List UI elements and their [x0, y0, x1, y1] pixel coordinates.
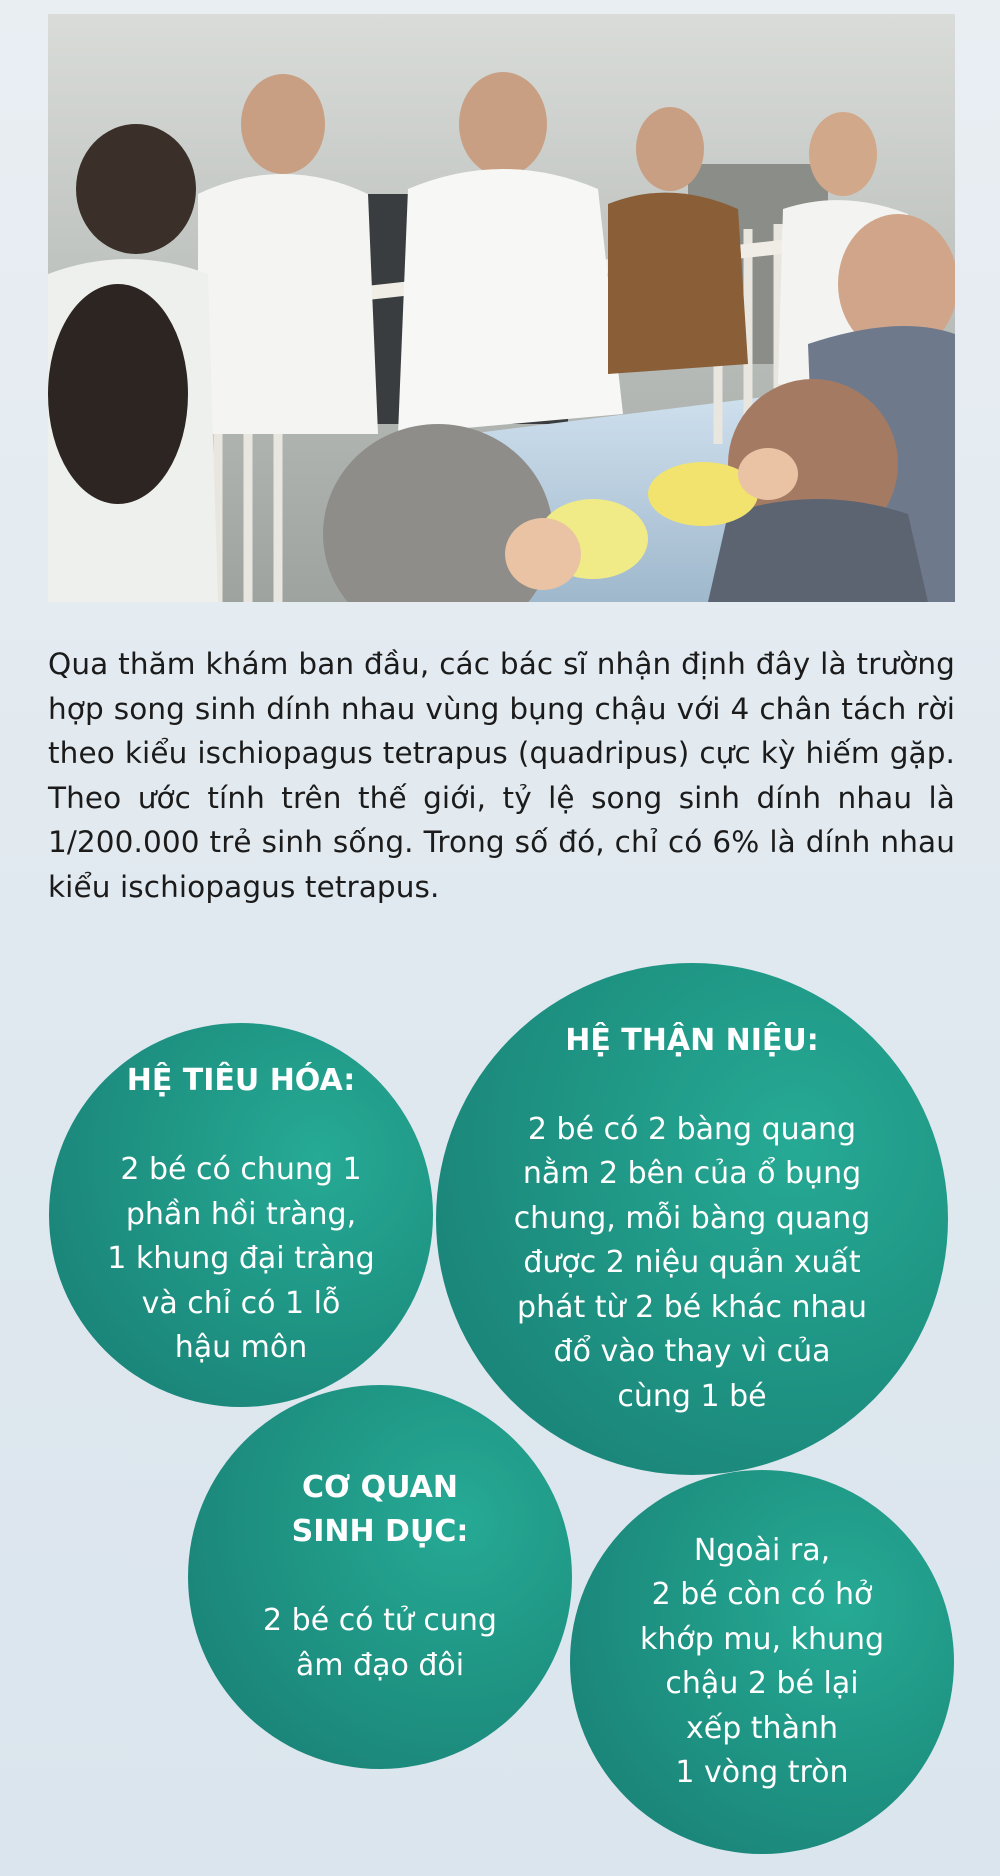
reproductive-organs-title: CƠ QUAN SINH DỤC: — [291, 1469, 469, 1550]
reproductive-organs-circle — [188, 1385, 572, 1769]
other-findings-text: Ngoài ra, 2 bé còn có hở khớp mu, khung chậu 2 bé lại xếp thành 1 vòng tròn — [639, 1532, 885, 1790]
digestive-system-text: 2 bé có chung 1 phần hồi tràng, 1 khung đại tràng và chỉ có 1 lỗ hậu môn — [107, 1152, 375, 1366]
digestive-system-content — [107, 1015, 374, 1416]
intro-paragraph: Qua thăm khám ban đầu, các bác sĩ nhận định đây là trường hợp song sinh dính nhau vùng bụng chậu với 4 chân tách rời theo kiểu ischiopagus tetrapus (quadripus) cực kỳ hiếm gặp. Theo ước tính trên thế giới, tỷ lệ song sinh dính nhau là 1/200.000 trẻ sinh sống. Trong số đó, chỉ có 6% là dính nhau kiểu ischiopagus tetrapus. — [48, 647, 955, 904]
hero-photo — [48, 14, 955, 602]
photo-illustration — [48, 14, 955, 602]
other-findings-content — [640, 1484, 884, 1840]
digestive-system-circle — [49, 1023, 433, 1407]
digestive-system-title: HỆ TIÊU HÓA: — [126, 1063, 356, 1099]
reproductive-organs-text: 2 bé có tử cung âm đạo đôi — [263, 1603, 497, 1683]
urinary-system-text: 2 bé có 2 bàng quang nằm 2 bên của ổ bụng chung, mỗi bàng quang được 2 niệu quản xuất phát từ 2 bé khác nhau đổ vào thay vì của cùng 1 bé — [513, 1111, 871, 1414]
reproductive-organs-content — [263, 1421, 497, 1733]
urinary-system-title: HỆ THẬN NIỆU: — [565, 1022, 819, 1058]
urinary-system-content — [514, 974, 871, 1464]
other-findings-circle — [570, 1470, 954, 1854]
urinary-system-circle — [436, 963, 948, 1475]
